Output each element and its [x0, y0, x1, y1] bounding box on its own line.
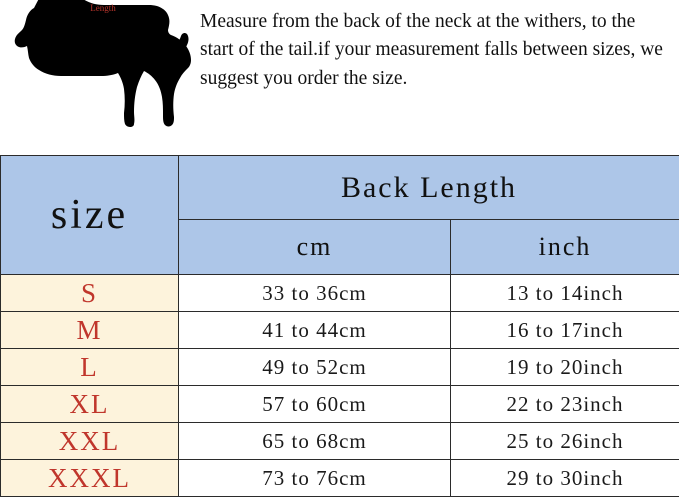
inch-value-m: 16 to 17inch	[451, 312, 679, 349]
header-back-length: Back Length	[179, 156, 679, 220]
table-row	[1, 349, 679, 386]
cm-value-m: 41 to 44cm	[179, 312, 451, 349]
size-label-s: S	[1, 275, 179, 312]
dog-measurement-illustration	[0, 0, 192, 152]
table-row	[1, 460, 679, 497]
inch-value-xxl: 25 to 26inch	[451, 423, 679, 460]
illustration-length-label: Length	[90, 3, 116, 13]
size-label-m: M	[1, 312, 179, 349]
size-label-xxxl: XXXL	[1, 460, 179, 497]
top-section	[0, 0, 679, 155]
size-table-container	[0, 155, 679, 492]
header-size: size	[1, 156, 179, 275]
inch-value-s: 13 to 14inch	[451, 275, 679, 312]
inch-value-l: 19 to 20inch	[451, 349, 679, 386]
cm-value-xxxl: 73 to 76cm	[179, 460, 451, 497]
cm-value-l: 49 to 52cm	[179, 349, 451, 386]
size-label-l: L	[1, 349, 179, 386]
table-row	[1, 423, 679, 460]
table-header-row-1	[1, 156, 679, 220]
size-table	[0, 155, 679, 497]
cm-value-xl: 57 to 60cm	[179, 386, 451, 423]
table-row	[1, 312, 679, 349]
inch-value-xl: 22 to 23inch	[451, 386, 679, 423]
size-label-xxl: XXL	[1, 423, 179, 460]
table-row	[1, 275, 679, 312]
size-label-xl: XL	[1, 386, 179, 423]
dog-silhouette-icon	[0, 0, 192, 152]
header-unit-cm: cm	[179, 220, 451, 275]
cm-value-xxl: 65 to 68cm	[179, 423, 451, 460]
cm-value-s: 33 to 36cm	[179, 275, 451, 312]
table-row	[1, 386, 679, 423]
measurement-instructions: Measure from the back of the neck at the withers, to the start of the tail.if your measurement falls between sizes, we suggest you order the size.	[192, 0, 679, 93]
header-unit-inch: inch	[451, 220, 679, 275]
inch-value-xxxl: 29 to 30inch	[451, 460, 679, 497]
